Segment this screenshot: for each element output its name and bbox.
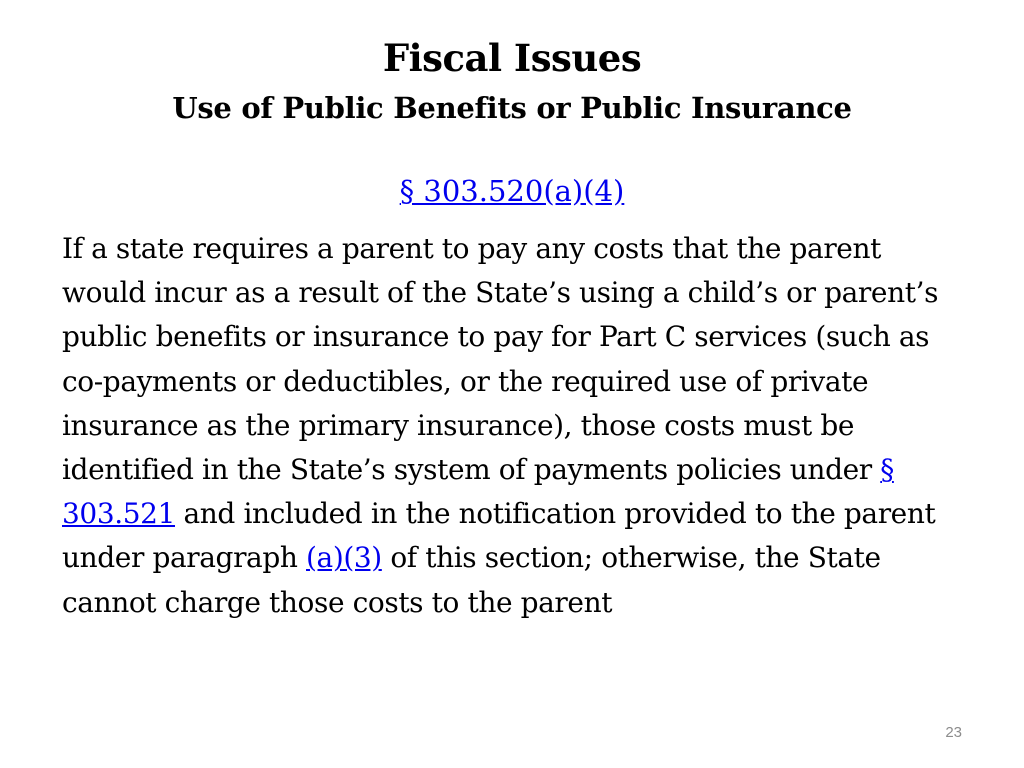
- body-text-part-3: of this section; otherwise, the State cannot charge those costs to the parent: [62, 541, 881, 619]
- slide-subtitle: Use of Public Benefits or Public Insurance: [172, 91, 852, 125]
- body-text-part-1: If a state requires a parent to pay any costs that the parent would incur as a result of the State’s using a child’s or parent’s public benefits or insurance to pay for Part C services (such as co-payments or deductibles, or the required use of private insurance as the primary insurance), those costs must be identified in the State’s system of payments policies under: [62, 232, 939, 487]
- body-text-part-2: and included in the notification provided to the parent under paragraph: [62, 497, 936, 575]
- citation-line: [0, 170, 1024, 212]
- citation-link-303-520-a-4[interactable]: § 303.520(a)(4): [399, 174, 625, 208]
- link-a-3[interactable]: (a)(3): [306, 541, 382, 575]
- slide-title: Fiscal Issues: [382, 36, 642, 80]
- link-303-521[interactable]: § 303.521: [62, 453, 894, 531]
- body-paragraph: [62, 227, 972, 625]
- page-number: 23: [945, 724, 962, 741]
